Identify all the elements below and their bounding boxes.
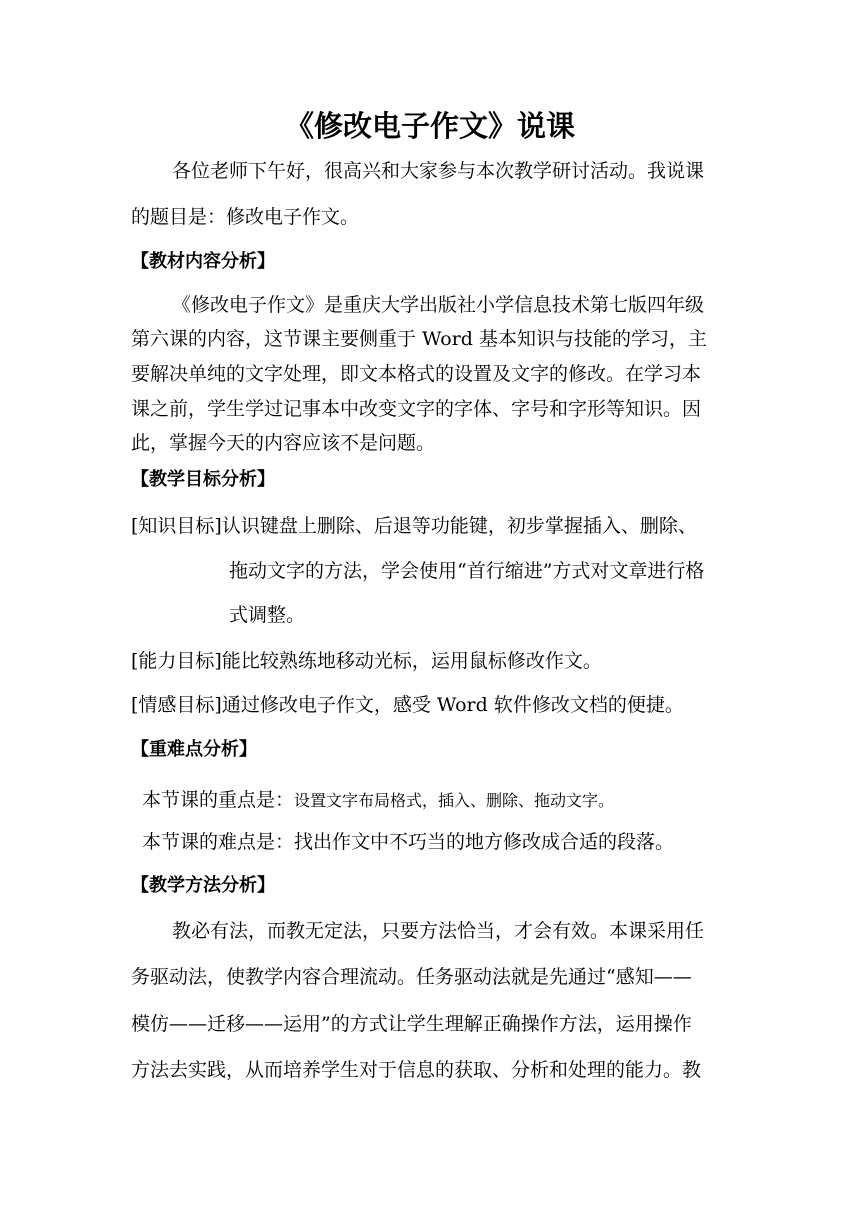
ability-goal: [能力目标]能比较熟练地移动光标，运用鼠标修改作文。 xyxy=(131,650,602,672)
method-line-1: 教必有法，而教无定法，只要方法恰当，才会有效。本课采用任 xyxy=(172,920,705,942)
knowledge-goal-line-2: 拖动文字的方法，学会使用“首行缩进”方式对文章进行格 xyxy=(229,560,705,582)
method-line-3: 模仿——迁移——运用”的方式让学生理解正确操作方法，运用操作 xyxy=(131,1013,692,1035)
key-point-line xyxy=(142,787,614,814)
heading-content-analysis: 【教材内容分析】 xyxy=(131,251,275,272)
method-line-4: 方法去实践，从而培养学生对于信息的获取、分析和处理的能力。教 xyxy=(131,1059,702,1081)
heading-method-analysis: 【教学方法分析】 xyxy=(131,875,275,896)
content-line-4: 课之前，学生学过记事本中改变文字的字体、字号和字形等知识。因 xyxy=(131,398,702,420)
content-line-2: 第六课的内容，这节课主要侧重于 Word 基本知识与技能的学习，主 xyxy=(131,328,708,350)
intro-line-2: 的题目是：修改电子作文。 xyxy=(131,206,360,228)
knowledge-goal-line-1: [知识目标]认识键盘上删除、后退等功能键，初步掌握插入、删除、 xyxy=(131,515,697,537)
document-title: 《修改电子作文》说课 xyxy=(284,109,575,143)
difficulty-line: 本节课的难点是：找出作文中不巧当的地方修改成合适的段落。 xyxy=(142,831,675,853)
key-point-prefix: 本节课的重点是： xyxy=(142,789,295,811)
content-line-5: 此，掌握今天的内容应该不是问题。 xyxy=(131,432,436,454)
method-line-2: 务驱动法，使教学内容合理流动。任务驱动法就是先通过“感知—— xyxy=(131,966,692,988)
content-line-1: 《修改电子作文》是重庆大学出版社小学信息技术第七版四年级 xyxy=(172,294,705,316)
key-point-text: 设置文字布局格式，插入、删除、拖动文字。 xyxy=(294,791,615,810)
heading-goals-analysis: 【教学目标分析】 xyxy=(131,469,275,490)
content-line-3: 要解决单纯的文字处理，即文本格式的设置及文字的修改。在学习本 xyxy=(131,363,702,385)
knowledge-goal-line-3: 式调整。 xyxy=(229,604,306,626)
intro-line-1: 各位老师下午好，很高兴和大家参与本次教学研讨活动。我说课 xyxy=(172,160,705,182)
emotion-goal: [情感目标]通过修改电子作文，感受 Word 软件修改文档的便捷。 xyxy=(131,694,684,716)
heading-key-points: 【重难点分析】 xyxy=(131,739,257,760)
